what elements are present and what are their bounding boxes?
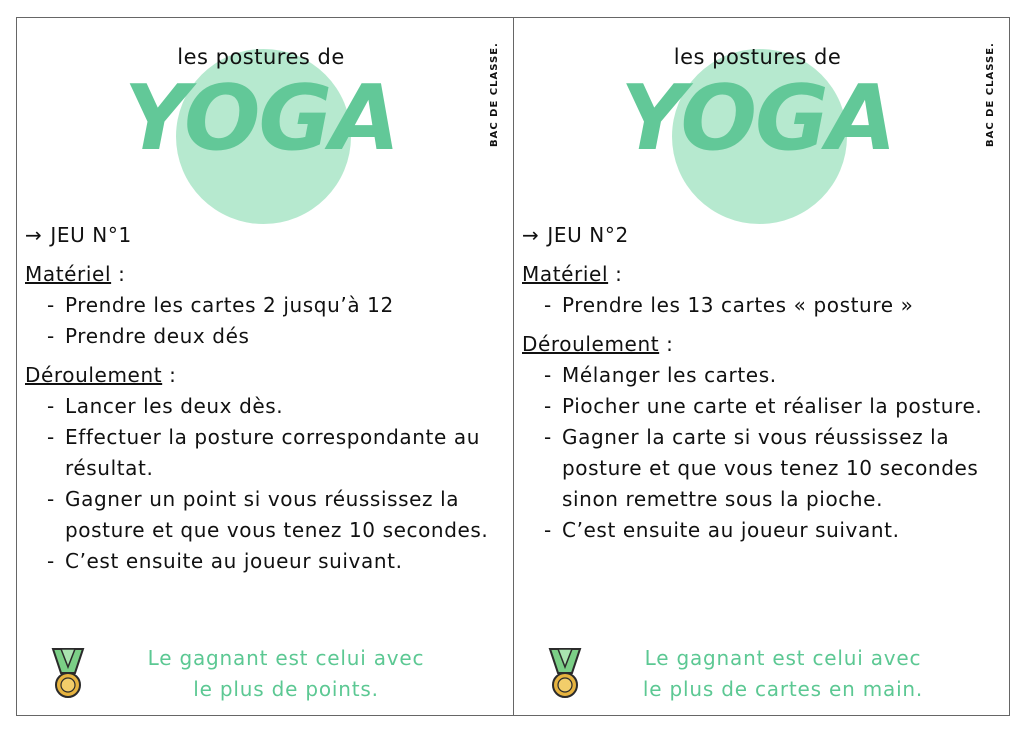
list-item: - Effectuer la posture correspondante au résultat. — [47, 422, 503, 484]
game-label: JEU N°1 — [50, 223, 132, 247]
list-item: - Prendre les 13 cartes « posture » — [544, 290, 999, 321]
card-title: YOGA — [620, 66, 895, 171]
winner-line-1: Le gagnant est celui avec — [147, 646, 425, 670]
game-label: JEU N°2 — [547, 223, 629, 247]
medal-icon — [548, 647, 582, 701]
winner-footer — [51, 643, 491, 703]
deroulement-list — [25, 391, 503, 577]
deroulement-label: Déroulement — [25, 363, 163, 387]
list-item: - Lancer les deux dès. — [47, 391, 503, 422]
deroulement-heading — [25, 360, 503, 391]
brand-label: BAC DE CLASSE. — [489, 42, 500, 148]
deroulement-colon: : — [169, 363, 177, 387]
materiel-list — [522, 290, 999, 321]
deroulement-list — [522, 360, 999, 546]
game-number — [25, 220, 503, 251]
deroulement-colon: : — [666, 332, 674, 356]
card-title: YOGA — [124, 66, 398, 171]
list-item: - Prendre deux dés — [47, 321, 503, 352]
arrow-icon: → — [25, 223, 43, 247]
card-content — [25, 220, 503, 585]
materiel-list — [25, 290, 503, 352]
materiel-colon: : — [118, 262, 126, 286]
game-card-1 — [17, 18, 513, 715]
materiel-heading — [25, 259, 503, 290]
game-card-2 — [513, 18, 1009, 715]
list-item: - Piocher une carte et réaliser la posture. — [544, 391, 999, 422]
medal-icon — [51, 647, 85, 701]
arrow-icon: → — [522, 223, 540, 247]
winner-line-2: le plus de points. — [193, 677, 379, 701]
card-subtitle: les postures de — [177, 45, 345, 69]
materiel-label: Matériel — [25, 262, 112, 286]
materiel-label: Matériel — [522, 262, 609, 286]
deroulement-label: Déroulement — [522, 332, 660, 356]
winner-footer — [548, 643, 988, 703]
card-subtitle: les postures de — [673, 45, 842, 69]
winner-text — [588, 643, 978, 705]
winner-line-1: Le gagnant est celui avec — [644, 646, 922, 670]
card-content — [522, 220, 999, 554]
deroulement-heading — [522, 329, 999, 360]
brand-label: BAC DE CLASSE. — [985, 42, 996, 148]
list-item: - C’est ensuite au joueur suivant. — [544, 515, 999, 546]
list-item: - Mélanger les cartes. — [544, 360, 999, 391]
materiel-colon: : — [615, 262, 623, 286]
list-item: - C’est ensuite au joueur suivant. — [47, 546, 503, 577]
winner-line-2: le plus de cartes en main. — [642, 677, 924, 701]
materiel-heading — [522, 259, 999, 290]
list-item: - Gagner un point si vous réussissez la posture et que vous tenez 10 secondes. — [47, 484, 503, 546]
list-item: - Gagner la carte si vous réussissez la posture et que vous tenez 10 secondes sinon remettre sous la pioche. — [544, 422, 999, 515]
winner-text — [91, 643, 481, 705]
game-number — [522, 220, 999, 251]
list-item: - Prendre les cartes 2 jusqu’à 12 — [47, 290, 503, 321]
game-cards-sheet — [16, 17, 1010, 716]
